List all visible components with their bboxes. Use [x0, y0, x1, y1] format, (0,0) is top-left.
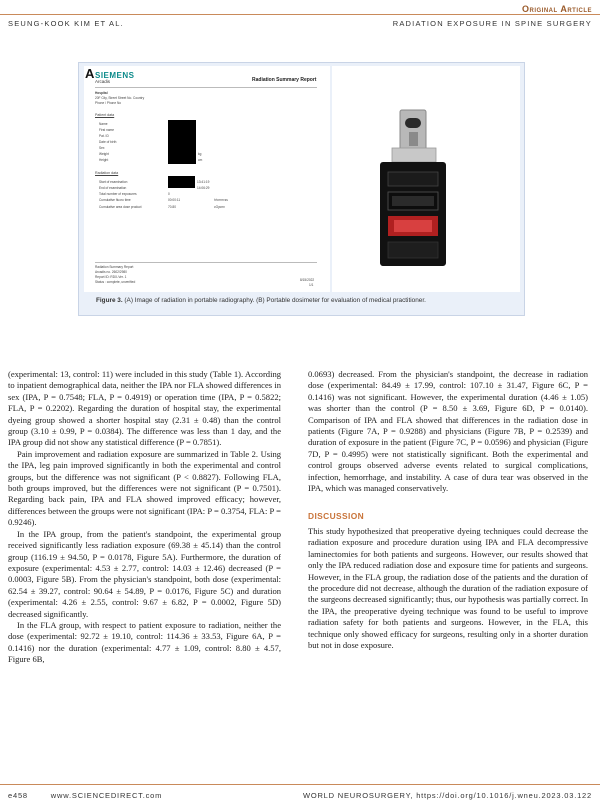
report-footer-rule — [95, 262, 317, 263]
journal-doi-link[interactable]: WORLD NEUROSURGERY, https://doi.org/10.1016/j.wneu.2023.03.122 — [302, 791, 592, 800]
header-rule — [0, 14, 600, 15]
patient-field: Sex — [99, 146, 105, 150]
report-footer-line: Report ID: RDX-Ver. 1 — [95, 275, 127, 279]
patient-field: Weight — [99, 152, 109, 156]
start-time-value: 13:41:19 — [197, 180, 210, 184]
report-model: Arcadis — [95, 79, 111, 84]
report-footer-line: Status : complete, unverified — [95, 280, 136, 284]
body-paragraph: In the FLA group, with respect to patient exposure to radiation, neither the dose (experimental: 92.72 ± 19.10, control: 114.36 ± 33.53, Figure 6A, P = 0.1416) nor the duration (experimental: 4.77 ± 1.09, control: 8.80 ± 4.57, Figure 6B, — [8, 619, 281, 665]
weight-unit: kg — [198, 152, 202, 156]
article-type-tag: Original Article — [522, 4, 592, 14]
siemens-logo: SIEMENS — [95, 71, 135, 80]
caption-text: (A) Image of radiation in portable radiography. (B) Portable dosimeter for evaluation of medical practitioner. — [124, 297, 426, 304]
body-paragraph: (experimental: 13, control: 11) were included in this study (Table 1). According to inpatient demographical data, neither the IPA nor FLA showed differences in sex (IPA, P = 0.7548; FLA, P = 0.4919) or operation time (IPA, P = 0.5822; FLA, P = 0.2202). Regarding the duration of hospital stay, the experimental dyeing group showed a shorter hospital stay (2.31 ± 0.48) than the control group (3.10 ± 0.99, P = 0.0384). The difference was less than 1 day, and the IPA group did not show any statistical difference (P = 0.7851). — [8, 369, 281, 448]
figure-caption — [96, 297, 516, 304]
redacted-date-block — [168, 176, 195, 188]
caption-label: Figure 3. — [96, 297, 123, 304]
panel-a-letter: A — [85, 66, 95, 81]
body-paragraph: 0.0693) decreased. From the physician's standpoint, the decrease in radiation dose (experimental: 84.49 ± 17.99, control: 107.10 ± 31.47, Figure 6C, P = 0.1416) was not significant. However, the experimental duration (4.46 ± 1.05) was shorter than the control (P = 8.50 ± 3.69, Figure 6D, P = 0.0140). Comparison of IPA and FLA showed that differences in the radiation dose in patients (Figure 7A, P = 0.9288) and physicians (Figure 7B, P = 0.2539) and duration of exposure in the patient (Figure 7C, P = 0.0596) and physician (Figure 7D, P = 0.4995) were not statistically significant. Both the experimental and control groups observed adverse events related to surgical complications, infection, hemorrhage, and instability. A case of dura tear was observed in the IPA, which was managed conservatively. — [308, 369, 588, 494]
patient-field: First name — [99, 128, 115, 132]
report-footer-line: Radiation Summary Report — [95, 265, 134, 269]
dosimeter-photo — [332, 66, 520, 292]
body-paragraph: In the IPA group, from the patient's standpoint, the experimental group received significantly less radiation exposure (69.38 ± 45.14) than the control group (116.19 ± 94.50, P = 0.0178, Figure 5A). Furthermore, the duration of exposure (experimental: 4.53 ± 2.77, control: 14.03 ± 12.46) decreased (P = 0.0003, Figure 5B). From the physician's standpoint, both dose (experimental: 62.54 ± 39.27, control: 90.64 ± 54.89, P = 0.0176, Figure 5C) and duration (experimental: 4.26 ± 2.55, control: 9.67 ± 6.82, P = 0.0002, Figure 5D) decreased significantly. — [8, 528, 281, 619]
body-paragraph: Pain improvement and radiation exposure are summarized in Table 2. Using the IPA, leg pain improved significantly in both the experimental and control groups, but the difference was not significant (P < 0.8827). Following FLA, both groups improved, but the differences were not significant (P = 0.7501). Regarding back pain, IPA and FLA showed improved efficacy; however, differences between the groups were not significant (IPA: P = 0.3754, FLA: P = 0.9246). — [8, 448, 281, 528]
body-paragraph: This study hypothesized that preoperative dyeing techniques could decrease the radiation exposure and procedure duration using IPA and FLA decompressive laminectomies for both patients and surgeons. However, our results showed that only the IPA reduced radiation dose and exposure time for patients and surgeons. However, in the FLA group, the radiation dose of the patients and the duration of the procedure did not decrease, although the duration of the radiation exposure of the surgeons decreased significantly; thus, our hypothesis was partially correct. In the IPA, the preoperative dyeing technique was found to be useful to improve radiation safety for both patients and surgeons. However, in the FLA, this technique only showed efficacy for surgeons, resulting only in a shorter duration but not in dose exposure. — [308, 525, 588, 650]
footer-rule — [0, 784, 600, 785]
report-footer-date: 8/15/2022 — [300, 278, 315, 282]
footer-left — [8, 791, 182, 800]
running-head-title: RADIATION EXPOSURE IN SPINE SURGERY — [392, 19, 592, 28]
radiation-field: Total number of exposures — [99, 192, 137, 196]
report-hospital: Hospital — [95, 91, 108, 95]
radiation-data-heading: Radiation data — [95, 171, 119, 175]
radiation-field: End of examination — [99, 186, 127, 190]
report-footer-line: Arcadis no. 2602/2980 — [95, 270, 127, 274]
end-time-value: 14:06:29 — [197, 186, 210, 190]
patient-field: Height — [99, 158, 109, 162]
patient-data-heading: Patient data — [95, 113, 115, 117]
dose-product-value: 70.80 — [168, 205, 176, 209]
radiation-field: Start of examination — [99, 180, 128, 184]
right-column — [308, 369, 588, 651]
radiation-field: Cumulative fluoro time — [99, 198, 131, 202]
report-phone: Phone / Phone No — [95, 101, 122, 105]
patient-field: Pat. ID — [99, 134, 109, 138]
report-rule — [95, 87, 317, 88]
left-column — [8, 369, 281, 666]
dose-product-unit: cGycm² — [214, 205, 225, 209]
fluoro-time-unit: hh:mm:ss — [214, 198, 228, 202]
section-heading-discussion: DISCUSSION — [308, 511, 365, 522]
report-footer-page: 1/1 — [309, 283, 314, 287]
journal-site-link[interactable]: www.SCIENCEDIRECT.com — [50, 791, 163, 800]
report-title: Radiation Summary Report — [252, 77, 317, 83]
height-unit: cm — [198, 158, 203, 162]
exposures-value: 0 — [168, 192, 170, 196]
patient-field: Date of birth — [99, 140, 117, 144]
page-number: e458 — [8, 791, 28, 800]
report-address: 20F City, Street Street No. Country — [95, 96, 145, 100]
running-head-authors: SEUNG-KOOK KIM ET AL. — [8, 19, 124, 28]
radiation-field: Cumulative area dose product — [99, 205, 142, 209]
patient-field: Name — [99, 122, 108, 126]
fluoro-time-value: 00:00:11 — [168, 198, 181, 202]
redacted-patient-block — [168, 120, 196, 164]
